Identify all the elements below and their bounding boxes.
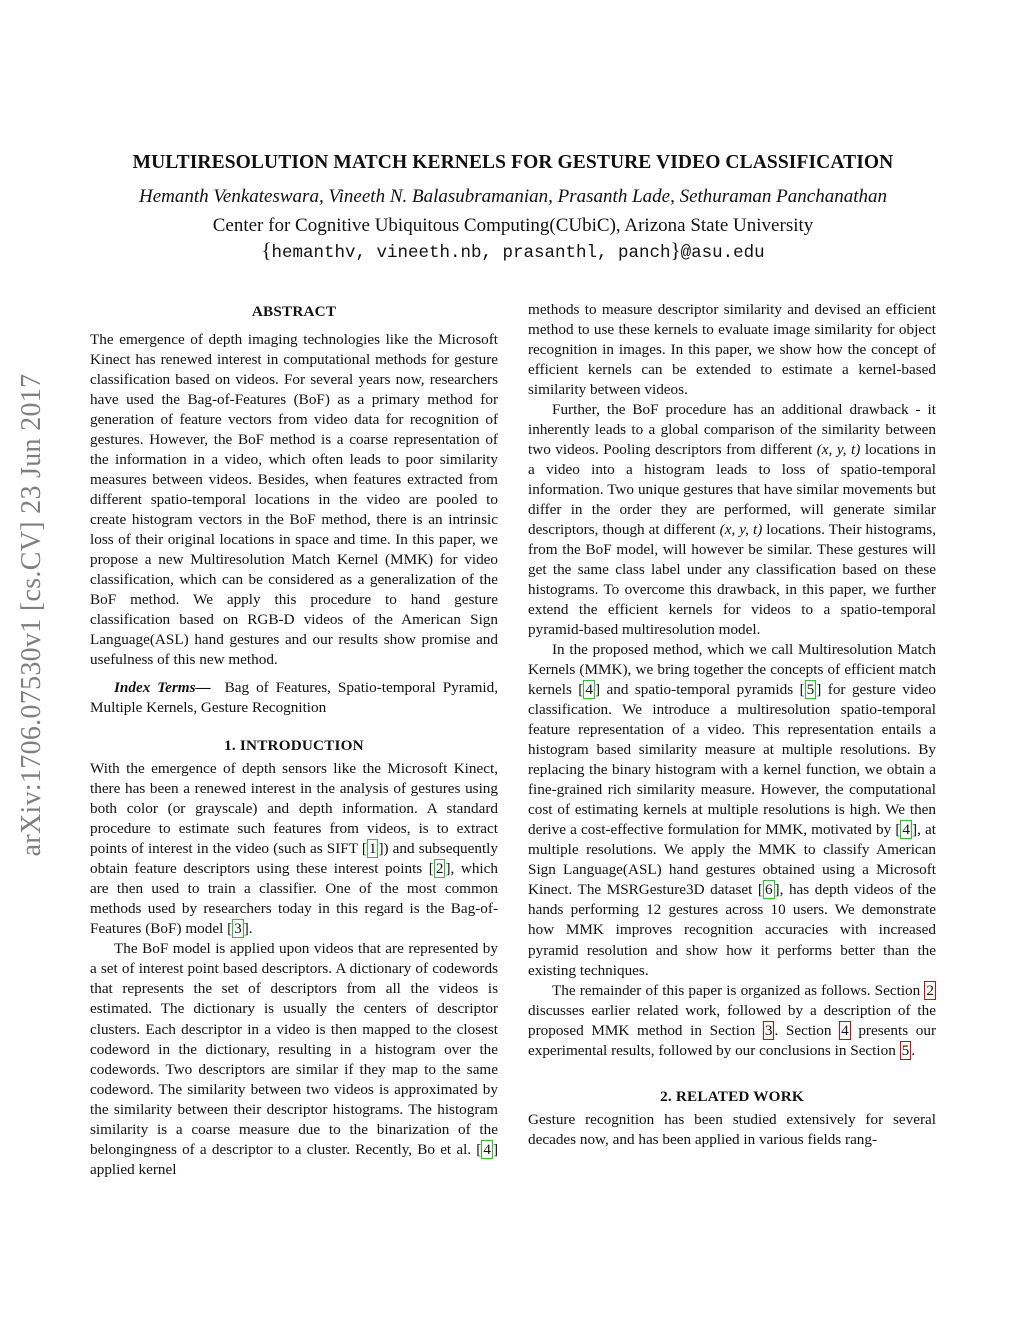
email-line: {hemanthv, vineeth.nb, prasanthl, panch}@asu.edu <box>261 238 765 263</box>
left-column <box>90 300 498 1180</box>
intro-paragraph-3: Further, the BoF procedure has an additional drawback - it inherently leads to a global comparison of the similarity between two videos. Pooling descriptors from different (x, y, t) locations in a video into a histogram leads to loss of spatio-temporal information. Two unique gestures that have similar movements but differ in the order they are performed, will generate similar descriptors, though at different (x, y, t) locations. Their histograms, from the BoF model, will however be similar. These gestures will get the same class label under any classification based on these histograms. To overcome this drawback, in this paper, we further extend the efficient kernels for videos to a spatio-temporal pyramid-based multiresolution model. <box>528 401 937 639</box>
citation-link[interactable]: 5 <box>806 681 815 699</box>
section-link[interactable]: 4 <box>841 1021 849 1039</box>
right-column <box>528 300 936 1150</box>
intro-paragraph-2-continued: methods to measure descriptor similarity and devised an efficient method to use these kernels to evaluate image similarity for object recognition in images. In this paper, we show how the concept of efficient kernels can be extended to estimate a kernel-based similarity between videos. <box>528 301 936 399</box>
intro-paragraph-2: The BoF model is applied upon videos that are represented by a set of interest point based descriptors. A dictionary of codewords that represents the set of descriptors from all the videos is estimated. The dictionary is usually the centers of descriptor clusters. Each descriptor in a video is then mapped to the closest codeword in the dictionary, resulting in a histogram over the codewords. Two descriptors are similar if they map to the same codeword. The similarity between two videos is approximated by the similarity between their descriptor histograms. The histogram similarity is a coarse measure due to the binarization of the belongingness of a descriptor to a cluster. Recently, Bo et al. [ 4 ] applied kernel <box>90 940 498 1178</box>
intro-paragraph-5: The remainder of this paper is organized as follows. Section 2 discusses earlier related work, followed by a description of the proposed MMK method in Section 3 . Section 4 presents our experimental results, followed by our conclusions in Section 5 . <box>528 981 937 1059</box>
intro-heading: 1. INTRODUCTION <box>224 737 364 755</box>
paper-title: MULTIRESOLUTION MATCH KERNELS FOR GESTURE VIDEO CLASSIFICATION <box>132 152 894 173</box>
arxiv-identifier: arXiv:1706.07530v1 [cs.CV] 23 Jun 2017 <box>16 373 47 857</box>
citation-link[interactable]: 6 <box>764 881 773 899</box>
citation-link[interactable]: 1 <box>368 840 377 858</box>
abstract-text: The emergence of depth imaging technologies like the Microsoft Kinect has renewed interest in computational methods for gesture classification based on videos. For several years now, researchers have used the Bag-of-Features (BoF) as a primary method for generation of feature vectors from video data for recognition of gestures. However, the BoF method is a coarse representation of the information in a video, which often leads to poor similarity measures between videos. Besides, when features extracted from different spatio-temporal locations in the video are pooled to create histogram vectors in the BoF method, there is an intrinsic loss of their original locations in space and time. In this paper, we propose a new Multiresolution Match Kernel (MMK) for video classification, which can be considered as a generalization of the BoF method. We apply this procedure to hand gesture classification based on RGB-D videos of the American Sign Language(ASL) hand gestures and our results show promise and usefulness of this new method. <box>90 331 498 669</box>
section-link[interactable]: 3 <box>764 1021 773 1039</box>
intro-paragraph-4: In the proposed method, which we call Multiresolution Match Kernels (MMK), we bring together the concepts of efficient match kernels [ 4 ] and spatio-temporal pyramids [ 5 ] for gesture video classification. We introduce a multiresolution spatio-temporal feature representation of a video. This representation entails a histogram based similarity measure at multiple resolutions. By replacing the binary histogram with a kernel function, we obtain a fine-grained rich similarity measure. However, the computational cost of estimating kernels at multiple resolutions is high. We then derive a cost-effective formulation for MMK, motivated by [ 4 ], at multiple resolutions. We apply the MMK to classify American Sign Language(ASL) hand gestures obtained using a Microsoft Kinect. The MSRGesture3D dataset [ 6 ], has depth videos of the hands performing 12 gestures across 10 users. We demonstrate how MMK improves recognition accuracies with increased pyramid resolution and show how it performs better than the existing techniques. <box>528 641 936 979</box>
section-link[interactable]: 2 <box>926 981 934 999</box>
related-work-heading: 2. RELATED WORK <box>660 1087 804 1105</box>
citation-link[interactable]: 2 <box>435 860 444 878</box>
affiliation: Center for Cognitive Ubiquitous Computing(CUbiC), Arizona State University <box>212 215 814 236</box>
citation-link[interactable]: 3 <box>234 920 242 938</box>
citation-link[interactable]: 4 <box>585 681 593 699</box>
abstract-heading: ABSTRACT <box>251 303 337 320</box>
index-terms-label: Index Terms— <box>114 679 211 697</box>
index-terms: Index Terms— Bag of Features, Spatio-temporal Pyramid, Multiple Kernels, Gesture Recognition <box>90 679 498 717</box>
author-list: Hemanth Venkateswara, Vineeth N. Balasubramanian, Prasanth Lade, Sethuraman Panchanathan <box>139 186 887 207</box>
related-paragraph-1: Gesture recognition has been studied extensively for several decades now, and has been applied in various fields rang- <box>528 1110 936 1148</box>
citation-link[interactable]: 4 <box>902 821 911 839</box>
intro-paragraph-1: With the emergence of depth sensors like the Microsoft Kinect, there has been a renewed interest in the analysis of gestures using both color (or grayscale) and depth information. A standard procedure to estimate such features from videos, is to extract points of interest in the video (such as SIFT [ 1 ]) and subsequently obtain feature descriptors using these interest points [ 2 ], which are then used to train a classifier. One of the most common methods used by researchers today in this regard is the Bag-of-Features (BoF) model [ 3 ]. <box>90 760 498 938</box>
section-link[interactable]: 5 <box>901 1041 910 1059</box>
citation-link[interactable]: 4 <box>483 1140 491 1158</box>
